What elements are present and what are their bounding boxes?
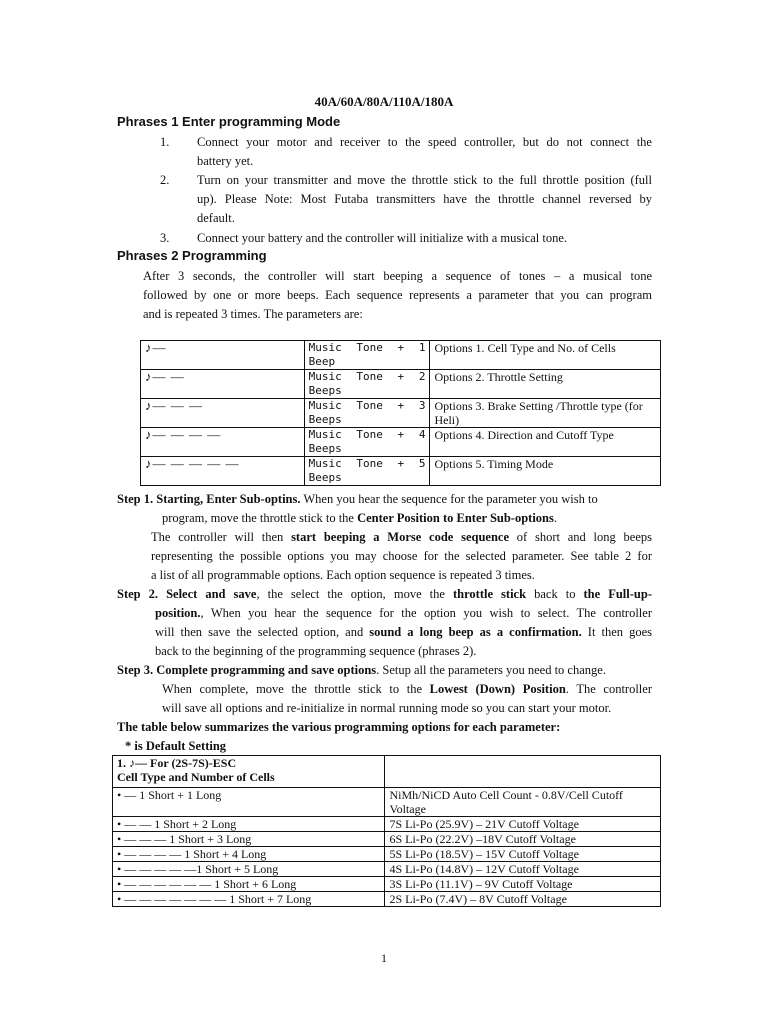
table-header-row [113, 756, 661, 788]
paragraph-line: After 3 seconds, the controller will start beeping a sequence of tones – a musical tone [143, 269, 652, 283]
table-row [113, 847, 661, 862]
step3-line: Step 3. Complete programming and save options. Setup all the parameters you need to change. [117, 663, 606, 677]
option-value: 7S Li-Po (25.9V) – 21V Cutoff Voltage [385, 817, 661, 832]
tone-sequence: ♪— — — — — [141, 457, 305, 486]
option-value: 4S Li-Po (14.8V) – 12V Cutoff Voltage [385, 862, 661, 877]
tone-sequence: ♪— — [141, 370, 305, 399]
phrase1-heading: Phrases 1 Enter programming Mode [117, 114, 341, 129]
step2-line: Step 2. Select and save, the select the option, move the throttle stick back to the Full-up- [117, 587, 652, 601]
step2-line: back to the beginning of the programming sequence (phrases 2). [155, 644, 477, 658]
option-code: • — 1 Short + 1 Long [113, 788, 385, 817]
option-code: • — — — — — — — 1 Short + 7 Long [113, 892, 385, 907]
option-value: NiMh/NiCD Auto Cell Count - 0.8V/Cell Cutoff Voltage [385, 788, 661, 817]
table-row [141, 341, 661, 370]
paragraph-line: followed by one or more beeps. Each sequence represents a parameter that you can program [143, 288, 652, 302]
step2-line: will then save the selected option, and sound a long beep as a confirmation. It then goes [155, 625, 652, 639]
option-label: Options 3. Brake Setting /Throttle type (for Heli) [430, 399, 661, 428]
option-label: Options 5. Timing Mode [430, 457, 661, 486]
list-item-line: battery yet. [197, 154, 254, 168]
table-row [113, 788, 661, 817]
table-row [141, 370, 661, 399]
default-note: * is Default Setting [125, 739, 227, 753]
option-value: 2S Li-Po (7.4V) – 8V Cutoff Voltage [385, 892, 661, 907]
tone-sequence: ♪— — — — [141, 428, 305, 457]
step1-line: The controller will then start beeping a Morse code sequence of short and long beeps [151, 530, 652, 544]
step2-line: position., When you hear the sequence for the option you wish to select. The controller [155, 606, 652, 620]
tone-description: Music Tone + 4 Beeps [304, 428, 430, 457]
table-row [141, 399, 661, 428]
table-row [141, 428, 661, 457]
option-code: • — — — — —1 Short + 5 Long [113, 862, 385, 877]
option-value: 6S Li-Po (22.2V) –18V Cutoff Voltage [385, 832, 661, 847]
list-item-line: up). Please Note: Most Futaba transmitters have the throttle channel reversed by [197, 192, 652, 206]
tone-sequence: ♪— — — [141, 399, 305, 428]
table-row [113, 817, 661, 832]
options-table [112, 755, 661, 907]
table-row [113, 892, 661, 907]
tone-description: Music Tone + 2 Beeps [304, 370, 430, 399]
table-row [141, 457, 661, 486]
step3-line: When complete, move the throttle stick to the Lowest (Down) Position. The controller [162, 682, 652, 696]
paragraph-line: and is repeated 3 times. The parameters are: [143, 307, 363, 321]
option-value: 3S Li-Po (11.1V) – 9V Cutoff Voltage [385, 877, 661, 892]
page-title: 40A/60A/80A/110A/180A [314, 94, 454, 109]
parameter-table [140, 340, 661, 486]
tone-description: Music Tone + 3 Beeps [304, 399, 430, 428]
tone-description: Music Tone + 5 Beeps [304, 457, 430, 486]
option-value: 5S Li-Po (18.5V) – 15V Cutoff Voltage [385, 847, 661, 862]
option-code: • — — — 1 Short + 3 Long [113, 832, 385, 847]
options-table-header: 1. ♪— For (2S-7S)-ESC Cell Type and Number of Cells [113, 756, 385, 788]
option-code: • — — — — — — 1 Short + 6 Long [113, 877, 385, 892]
step3-line: will save all options and re-initialize in normal running mode so you can start your motor. [162, 701, 612, 715]
option-label: Options 2. Throttle Setting [430, 370, 661, 399]
list-item-line: Turn on your transmitter and move the throttle stick to the full throttle position (full [197, 173, 652, 187]
table-row [113, 832, 661, 847]
option-code: • — — 1 Short + 2 Long [113, 817, 385, 832]
option-label: Options 1. Cell Type and No. of Cells [430, 341, 661, 370]
table-row [113, 862, 661, 877]
phrase2-heading: Phrases 2 Programming [117, 248, 267, 263]
option-code: • — — — — 1 Short + 4 Long [113, 847, 385, 862]
step1-line: Step 1. Starting, Enter Sub-optins. When you hear the sequence for the parameter you wish to [117, 492, 598, 506]
tone-sequence: ♪— [141, 341, 305, 370]
option-label: Options 4. Direction and Cutoff Type [430, 428, 661, 457]
list-item-line: Connect your motor and receiver to the speed controller, but do not connect the [197, 135, 652, 149]
list-item-line: default. [197, 211, 235, 225]
page-number: 1 [381, 951, 387, 965]
list-item-number: 1. [160, 135, 170, 149]
summary-text: The table below summarizes the various programming options for each parameter: [117, 720, 561, 734]
tone-description: Music Tone + 1 Beep [304, 341, 430, 370]
list-item-number: 2. [160, 173, 170, 187]
list-item-number: 3. [160, 231, 170, 245]
step1-line: a list of all programmable options. Each option sequence is repeated 3 times. [151, 568, 535, 582]
options-table-header-empty [385, 756, 661, 788]
step1-line: representing the possible options you may choose for the selected parameter. See table 2 for [151, 549, 652, 563]
table-row [113, 877, 661, 892]
list-item-line: Connect your battery and the controller will initialize with a musical tone. [197, 231, 568, 245]
step1-line: program, move the throttle stick to the Center Position to Enter Sub-options. [162, 511, 557, 525]
